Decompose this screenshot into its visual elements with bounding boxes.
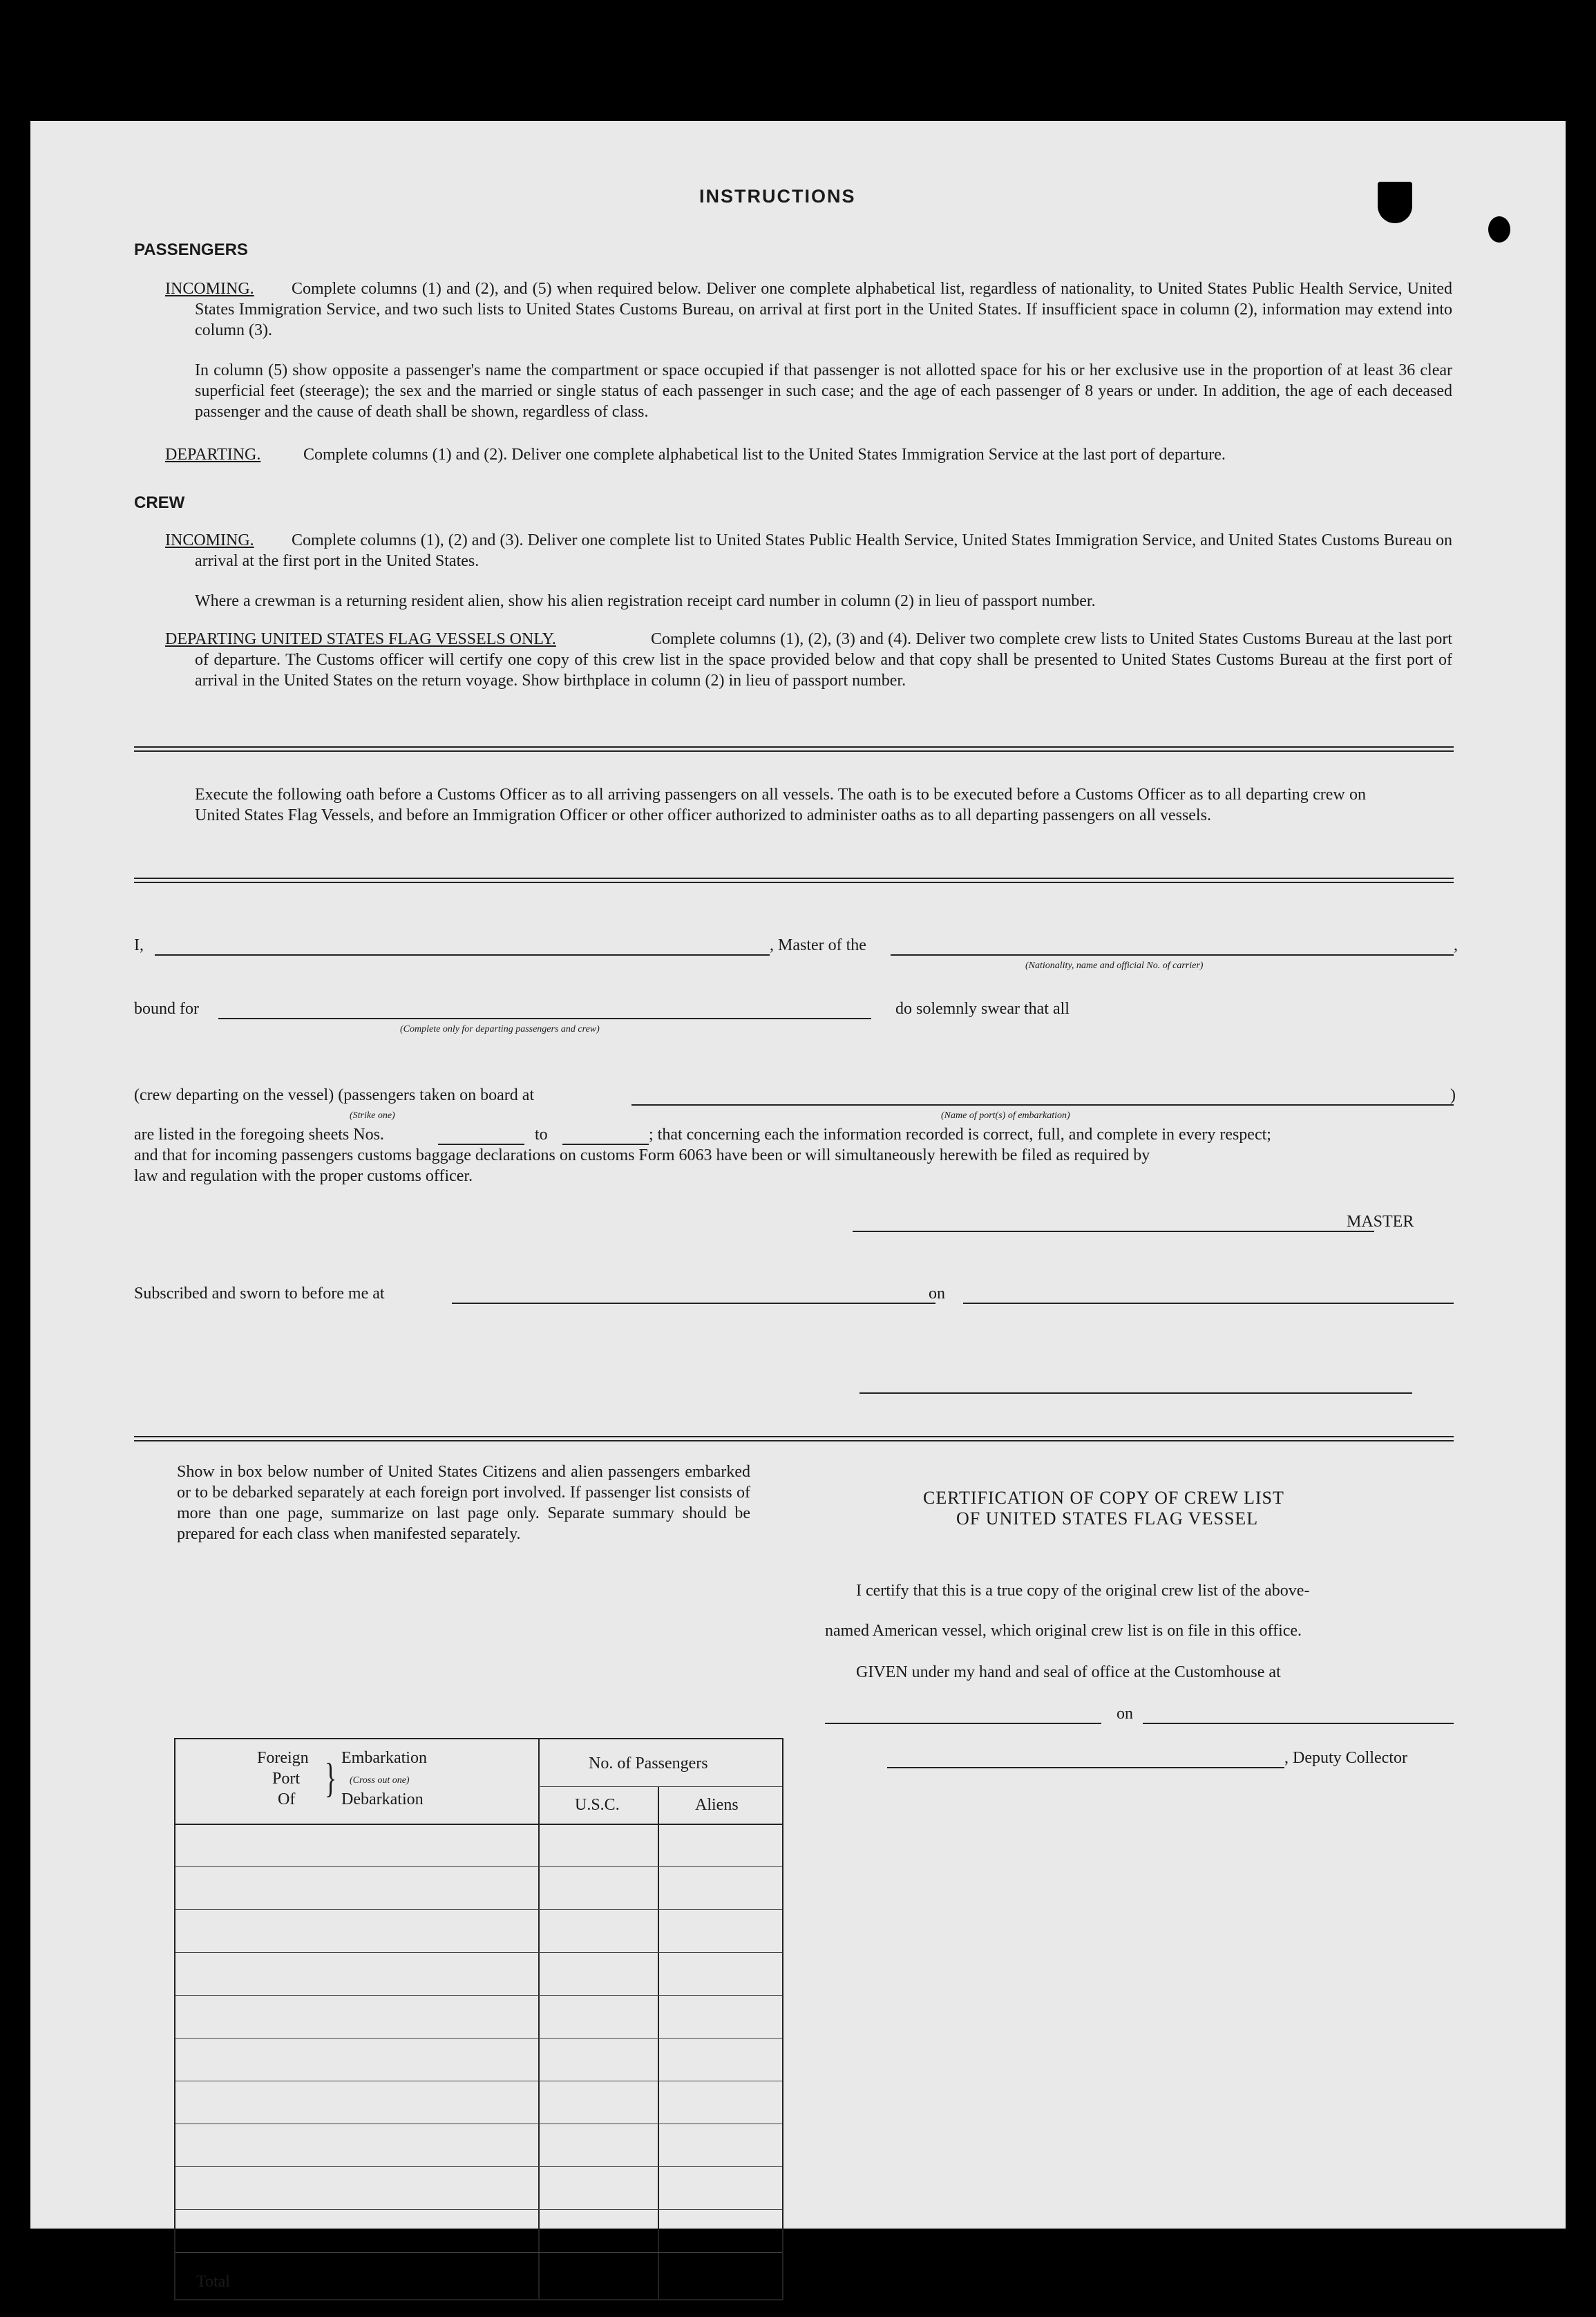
table-header-divider [538,1786,782,1787]
table-row-line [175,2166,782,2167]
header-usc: U.S.C. [575,1796,620,1814]
certification-date-line[interactable] [1143,1723,1454,1724]
table-row-line [175,2209,782,2210]
section-divider [134,878,1454,883]
crew-departing-label: DEPARTING UNITED STATES FLAG VESSELS ONLY. [165,630,556,648]
passengers-heading: PASSENGERS [134,240,248,259]
oath-line3: law and regulation with the proper customs officer. [134,1167,473,1185]
certification-on: on [1117,1705,1133,1723]
section-divider [134,1436,1454,1441]
oath-intro-text: Execute the following oath before a Customs Officer as to all arriving passengers on all vessels. The oath is to be executed before a Customs Officer as to all departing crew on United States Flag Vessels, and before an Immigration Officer or other officer authorized to administer oaths as to all departing passengers on all vessels. [195,786,1366,824]
master-signature-line[interactable] [853,1231,1374,1232]
certification-title-2: OF UNITED STATES FLAG VESSEL [956,1509,1259,1529]
passengers-departing-text: Complete columns (1) and (2). Deliver one complete alphabetical list to the United States Immigration Service at the last port of departure. [303,446,1226,464]
subscribed-on: on [929,1285,945,1303]
summary-instructions: Show in box below number of United States Citizens and alien passengers embarked or to be debarked separately at each foreign port involved. If passenger list consists of more than one page, summarize on last page only. Separate summary should be prepared for each class when manifested separately. [177,1463,750,1543]
oath-close-paren: ) [1450,1086,1456,1104]
sworn-date-line[interactable] [963,1303,1454,1304]
subscribed-text: Subscribed and sworn to before me at [134,1285,385,1303]
oath-line2: and that for incoming passengers customs baggage declarations on customs Form 6063 have been or will simultaneously herewith be filed as required by [134,1146,1150,1164]
header-embarkation: Embarkation [341,1749,427,1767]
total-label: Total [196,2273,230,2291]
passengers-column5-text: In column (5) show opposite a passenger's name the compartment or space occupied if that passenger is not allotted space for his or her exclusive use in the proportion of at least 36 clear superficial feet (steerage); the sex and the married or single status of each passenger in such case; and the age of each passenger of 8 years or under. In addition, the age of each deceased passenger and the cause of death shall be shown, regardless of class. [195,361,1452,421]
table-row-line [175,2252,782,2253]
table-row-line [175,1995,782,1996]
punch-hole-mark [1488,216,1510,243]
officer-signature-line[interactable] [859,1392,1412,1394]
certification-title-1: CERTIFICATION OF COPY OF CREW LIST [923,1488,1284,1508]
master-name-line[interactable] [155,954,770,956]
oath-bound-for: bound for [134,1000,199,1018]
passengers-departing-label: DEPARTING. [165,446,261,464]
oath-master-of: , Master of the [770,936,866,954]
oath-listed-in: are listed in the foregoing sheets Nos. [134,1126,384,1144]
passengers-incoming-label: INCOMING. [165,280,254,298]
header-of: Of [278,1790,296,1808]
passenger-summary-table [174,1738,783,2300]
form-page [30,121,1566,2291]
header-no-passengers: No. of Passengers [589,1755,708,1772]
certification-given: GIVEN under my hand and seal of office at the Customhouse at [856,1663,1281,1681]
oath-concerning: ; that concerning each the information recorded is correct, full, and complete in every respect; [649,1126,1271,1144]
customhouse-line[interactable] [825,1723,1101,1724]
deputy-signature-line[interactable] [887,1767,1284,1768]
crew-incoming-text: Complete columns (1), (2) and (3). Deliver one complete list to United States Public Health Service, United States Immigration Service, and United States Customs Bureau on arrival at the first port in the United States. [195,531,1452,570]
passengers-incoming-text: Complete columns (1) and (2), and (5) when required below. Deliver one complete alphabetical list, regardless of nationality, to United States Public Health Service, United States Immigration Service, and two such lists to United States Customs Bureau, on arrival at first port in the United States. If insufficient space in column (2), information may extend into column (3). [195,280,1452,339]
bound-note: (Complete only for departing passengers and crew) [400,1024,600,1034]
header-brace: } [324,1755,337,1801]
oath-solemnly: do solemnly swear that all [895,1000,1070,1018]
header-cross-out: (Cross out one) [350,1775,410,1786]
table-row-line [175,1866,782,1867]
table-row-line [175,1909,782,1910]
table-header-bottom [175,1824,782,1825]
header-port: Port [272,1770,301,1788]
table-col-divider [658,1786,659,2299]
header-foreign: Foreign [257,1749,309,1767]
crew-departing-text: Complete columns (1), (2), (3) and (4). Deliver two complete crew lists to United States Customs Bureau at the last port of departure. The Customs officer will certify one copy of this crew list in the space provided below and that copy shall be presented to United States Customs Bureau at the first port of arrival in the United States on the return voyage. Show birthplace in column (2) in lieu of passport number. [195,630,1452,690]
page-title: INSTRUCTIONS [699,186,856,207]
table-row-line [175,1952,782,1953]
oath-i-label: I, [134,936,144,954]
strike-one-note: (Strike one) [350,1110,395,1121]
crew-incoming-label: INCOMING. [165,531,254,549]
nationality-note: (Nationality, name and official No. of carrier) [1025,961,1204,971]
table-row-line [175,2038,782,2039]
certification-line-2: named American vessel, which original crew list is on file in this office. [825,1622,1302,1640]
ink-blot-mark [1378,182,1412,223]
master-label: MASTER [1347,1213,1414,1231]
oath-comma: , [1454,936,1458,954]
deputy-collector-label: , Deputy Collector [1284,1749,1407,1767]
crew-resident-text: Where a crewman is a returning resident alien, show his alien registration receipt card number in column (2) in lieu of passport number. [195,592,1096,610]
header-debarkation: Debarkation [341,1790,424,1808]
ports-note: (Name of port(s) of embarkation) [941,1110,1070,1121]
certification-line-1: I certify that this is a true copy of the original crew list of the above- [856,1582,1310,1600]
section-divider [134,746,1454,752]
header-aliens: Aliens [695,1796,739,1814]
sworn-place-line[interactable] [452,1303,935,1304]
oath-to: to [535,1126,548,1144]
crew-heading: CREW [134,493,185,512]
oath-crew-departing: (crew departing on the vessel) (passengers taken on board at [134,1086,535,1104]
